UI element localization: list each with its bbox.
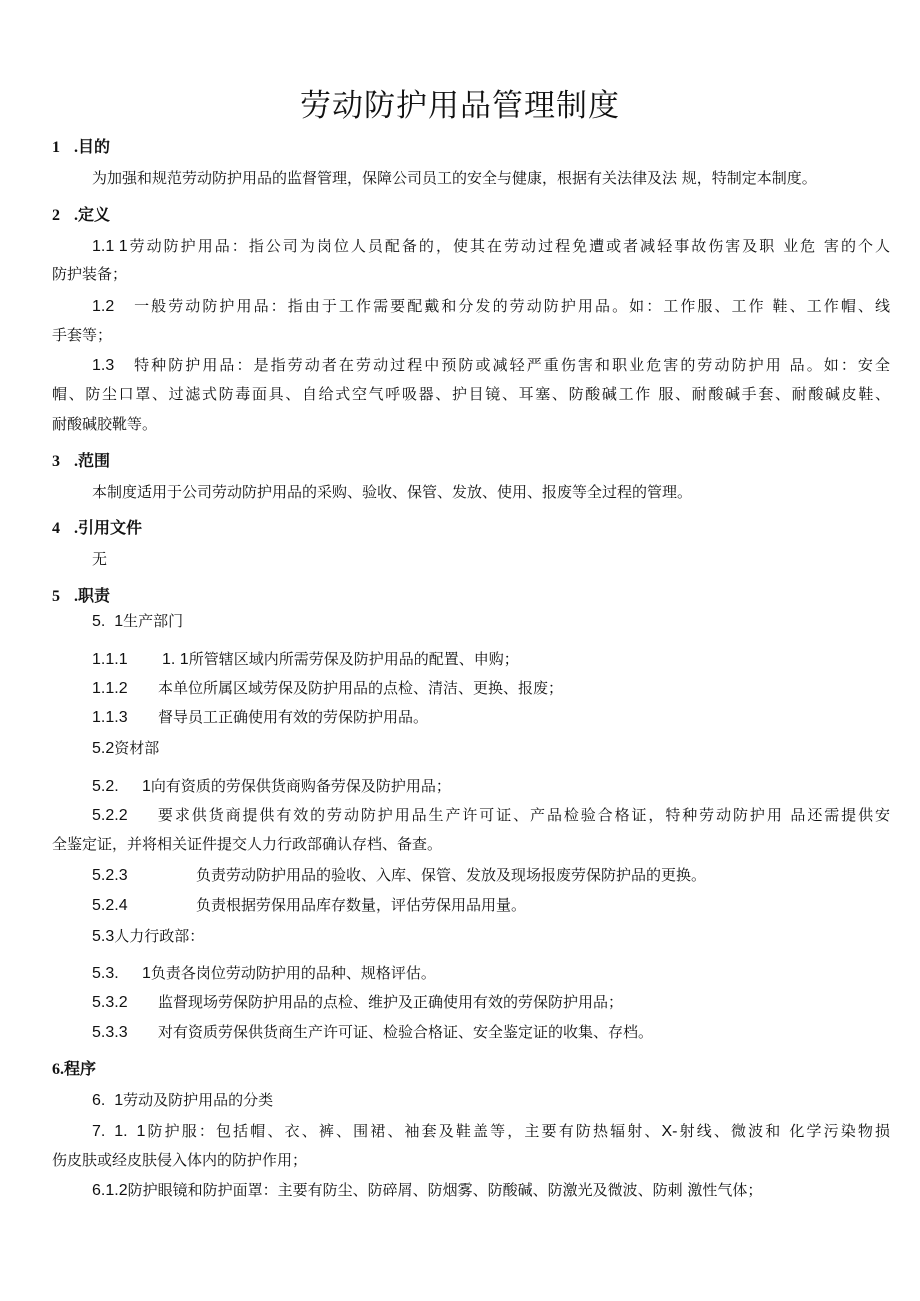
duty-1-1-3 [92, 710, 428, 726]
subsection-5-1 [92, 614, 183, 630]
item-number: 1.3 [92, 357, 115, 374]
item-text: 一般劳动防护用品：指由于工作需要配戴和分发的劳动防护用品。如：工作服、工作 鞋、工作帽、线 [132, 297, 890, 315]
item-number: 1.1.3 [92, 709, 128, 726]
item-number: 1.1 1 [92, 238, 128, 255]
item-number: 6.1.2 [92, 1182, 128, 1199]
item-number: 5.2 [92, 740, 115, 757]
duty-5-2-2-line-1 [92, 808, 890, 824]
item-number: 1.2 [92, 298, 115, 315]
item-number: 5.3.3 [92, 1024, 128, 1041]
definition-3-line-1 [92, 358, 890, 374]
item-number: 6. 1 [92, 1092, 124, 1109]
section-dot: . [74, 520, 78, 537]
section-5-heading [52, 583, 110, 606]
procedure-1-1-line-2: 伤皮肤或经皮肤侵入体内的防护作用； [52, 1151, 308, 1169]
duty-1-1-1 [92, 652, 519, 668]
section-1-heading [52, 134, 110, 157]
item-number: 5.3 [92, 928, 115, 945]
definition-3-line-2: 帽、防尘口罩、过滤式防毒面具、自给式空气呼吸器、护目镜、耳塞、防酸碱工作 服、耐酸碱手套、耐酸碱皮鞋、 [52, 385, 890, 403]
item-text: 资材部 [114, 739, 160, 757]
item-number: 5.3. [92, 965, 119, 982]
duty-1-1-2 [92, 681, 563, 697]
section-label: 目的 [78, 137, 111, 156]
section-3-body: 本制度适用于公司劳动防护用品的采购、验收、保管、发放、使用、报废等全过程的管理。 [92, 483, 693, 501]
section-label: 程序 [64, 1059, 97, 1078]
section-label: 定义 [78, 205, 111, 224]
procedure-1-2 [92, 1183, 762, 1199]
subsection-5-2 [92, 741, 159, 757]
section-number: 3 [52, 453, 60, 470]
duty-5-3-3 [92, 1025, 653, 1041]
section-3-heading [52, 448, 110, 471]
section-number: 2 [52, 207, 60, 224]
definition-1-line-1 [92, 239, 890, 255]
item-text: X- [661, 1123, 678, 1140]
procedure-1-1-line-1 [92, 1124, 890, 1140]
item-number: 1.1.2 [92, 680, 128, 697]
item-number: 7. 1. 1 [92, 1123, 146, 1140]
section-number: 5 [52, 588, 60, 605]
definition-2-line-1 [92, 299, 890, 315]
section-4-heading [52, 515, 142, 538]
definition-2-line-2: 手套等； [52, 326, 113, 344]
item-number: 1.1.1 [92, 651, 128, 668]
duty-5-3-2 [92, 995, 623, 1011]
item-text: 本单位所属区域劳保及防护用品的点检、清洁、更换、报废； [158, 679, 564, 697]
item-text: 防护服：包括帽、衣、裤、围裙、袖套及鞋盖等，主要有防热辐射、 [145, 1122, 662, 1140]
subsection-5-3 [92, 929, 204, 945]
section-number: 6. [52, 1061, 64, 1078]
section-dot: . [74, 207, 78, 224]
item-number: 1 [142, 965, 151, 982]
duty-5-3-1 [92, 966, 436, 982]
duty-5-2-4 [92, 898, 526, 914]
item-text: 要求供货商提供有效的劳动防护用品生产许可证、产品检验合格证，特种劳动防护用 品还需提供安 [156, 806, 890, 824]
section-label: 职责 [78, 586, 111, 605]
item-number: 5.2.3 [92, 867, 128, 884]
section-2-heading [52, 202, 110, 225]
definition-1-line-2: 防护装备； [52, 265, 128, 283]
section-number: 4 [52, 520, 60, 537]
item-number: 1. 1 [162, 651, 189, 668]
page-title: 劳动防护用品管理制度 [300, 88, 620, 124]
item-text: 监督现场劳保防护用品的点检、维护及正确使用有效的劳保防护用品； [158, 993, 624, 1011]
section-dot: . [74, 588, 78, 605]
duty-5-2-3 [92, 868, 706, 884]
item-number: 5.2. [92, 778, 119, 795]
item-text: 防护眼镜和防护面罩：主要有防尘、防碎屑、防烟雾、防酸碱、防激光及微波、防刺 激性气体； [127, 1181, 763, 1199]
section-6-heading [52, 1056, 96, 1079]
duty-5-2-1 [92, 779, 451, 795]
item-text: 生产部门 [123, 612, 184, 630]
item-text: 督导员工正确使用有效的劳保防护用品。 [158, 708, 429, 726]
item-text: 劳动防护用品：指公司为岗位人员配备的，使其在劳动过程免遭或者减轻事故伤害及职 业危 害的个人 [127, 237, 890, 255]
section-dot: . [74, 139, 78, 156]
item-text: 射线、微波和 化学污染物损 [677, 1122, 890, 1140]
item-number: 1 [142, 778, 151, 795]
item-number: 5.2.4 [92, 897, 128, 914]
item-text: 所管辖区域内所需劳保及防护用品的配置、申购； [188, 650, 519, 668]
item-text: 向有资质的劳保供货商购备劳保及防护用品； [150, 777, 451, 795]
item-text: 对有资质劳保供货商生产许可证、检验合格证、安全鉴定证的收集、存档。 [158, 1023, 654, 1041]
item-number: 5.3.2 [92, 994, 128, 1011]
definition-3-line-3: 耐酸碱胶靴等。 [52, 415, 158, 433]
subsection-6-1 [92, 1093, 273, 1109]
section-4-body: 无 [92, 550, 108, 568]
item-text: 人力行政部： [114, 927, 205, 945]
duty-5-2-2-line-2: 全鉴定证，并将相关证件提交人力行政部确认存档、备查。 [52, 835, 443, 853]
item-number: 5.2.2 [92, 807, 128, 824]
section-label: 范围 [78, 451, 111, 470]
item-text: 劳动及防护用品的分类 [123, 1091, 274, 1109]
item-text: 负责根据劳保用品库存数量，评估劳保用品用量。 [196, 896, 527, 914]
item-text: 特种防护用品：是指劳动者在劳动过程中预防或减轻严重伤害和职业危害的劳动防护用 品。如：安全 [132, 356, 890, 374]
section-1-body: 为加强和规范劳动防护用品的监督管理，保障公司员工的安全与健康，根据有关法律及法 规，特制定本制度。 [92, 169, 817, 187]
item-number: 5. 1 [92, 613, 124, 630]
item-text: 负责各岗位劳动防护用的品种、规格评估。 [150, 964, 436, 982]
item-text: 负责劳动防护用品的验收、入库、保管、发放及现场报废劳保防护品的更换。 [196, 866, 707, 884]
section-label: 引用文件 [78, 518, 143, 537]
section-number: 1 [52, 139, 60, 156]
section-dot: . [74, 453, 78, 470]
